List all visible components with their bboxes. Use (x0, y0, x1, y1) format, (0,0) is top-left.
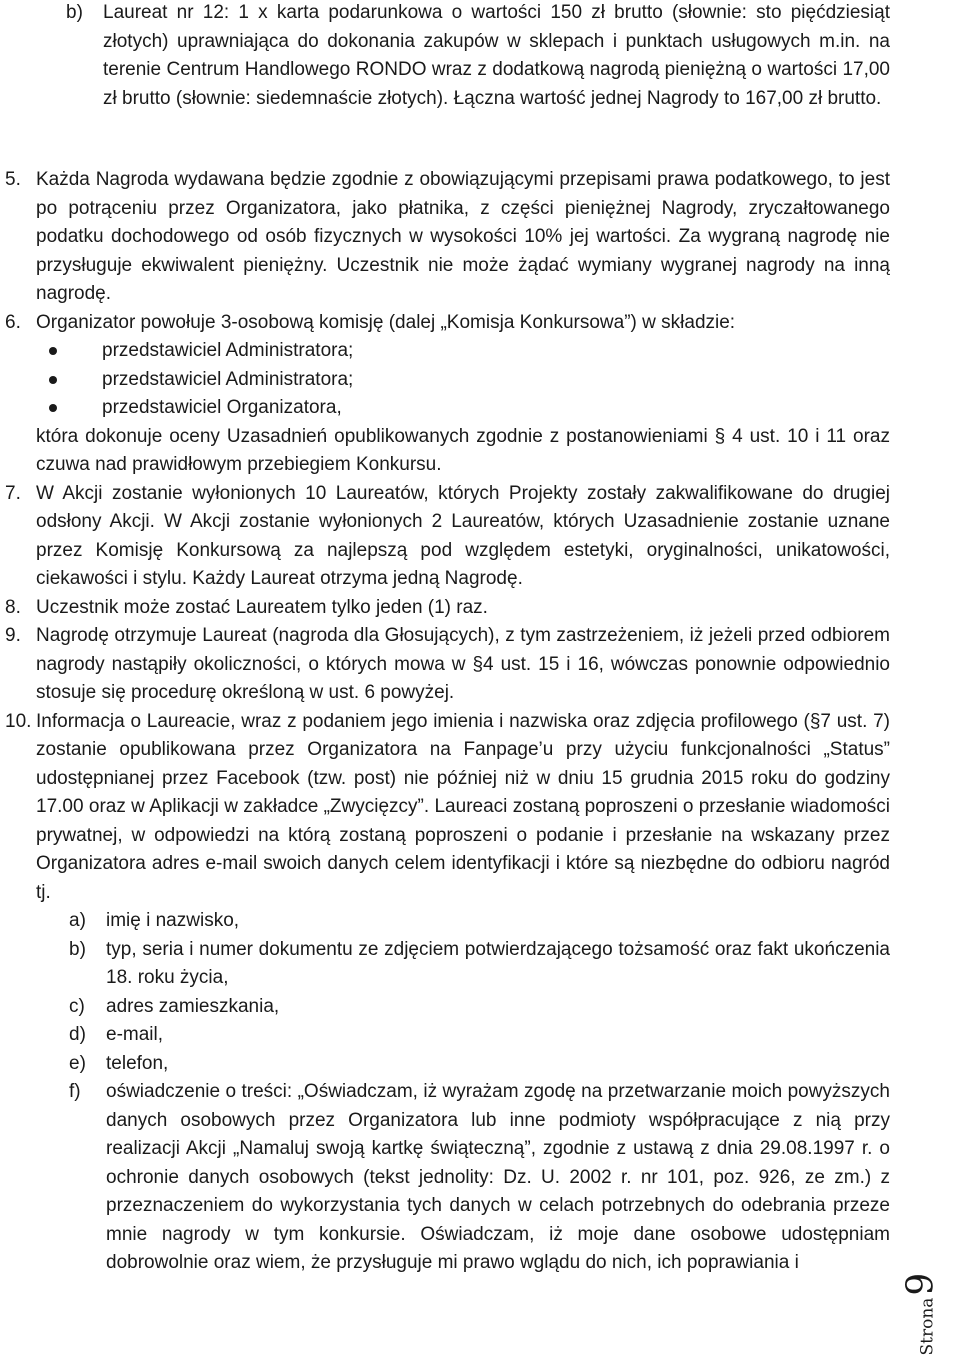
paragraph-number: 10. (5, 710, 32, 732)
list-marker: c) (69, 995, 85, 1017)
paragraph-9 (5, 622, 890, 708)
list-item: przedstawiciel Organizatora, (36, 394, 890, 423)
list-item (69, 1078, 890, 1278)
paragraph-intro: Organizator powołuje 3-osobową komisję (dalej „Komisja Konkursowa”) w składzie: (36, 311, 736, 333)
page-number-label (900, 1272, 943, 1355)
list-item (69, 1050, 890, 1079)
list-marker: e) (69, 1052, 86, 1074)
list-marker: b) (66, 2, 83, 23)
list-item: przedstawiciel Administratora; (36, 366, 890, 395)
list-item-text: e-mail, (106, 1024, 164, 1045)
page-footer (900, 1251, 960, 1361)
paragraph-number: 8. (5, 596, 21, 618)
paragraph-text: Uczestnik może zostać Laureatem tylko jeden (1) raz. (36, 596, 488, 618)
list-item-text: typ, seria i numer dokumentu ze zdjęciem potwierdzającego tożsamość oraz fakt ukończenia 18. roku życia, (106, 938, 890, 988)
paragraph-6 (5, 309, 890, 480)
paragraph-text: Informacja o Laureacie, wraz z podaniem jego imienia i nazwiska oraz zdjęcia profilowego (§7 ust. 7) zostanie opublikowana przez Organizatora na Fanpage’u przy użyciu funkcjonalności „Status” udostępnianej przez Facebook (tzw. post) nie później niż w dniu 15 grudnia 2015 roku do godziny 17.00 oraz w Aplikacji w zakładce „Zwycięzcy”. Laureaci zostaną poproszeni o przesłanie wiadomości prywatnej, w odpowiedzi na którą zostaną poproszeni o podanie i przesłanie na wskazany przez Organizatora adres e-mail swoich danych celem identyfikacji i które są niezbędne do odbioru nagród tj. (36, 710, 890, 903)
committee-list (36, 337, 890, 423)
list-marker: d) (69, 1024, 86, 1045)
list-item-text: oświadczenie o treści: „Oświadczam, iż wyrażam zgodę na przetwarzanie moich powyższych danych osobowych przez Organizatora lub inne podmioty współpracujące z nią przy realizacji Akcji „Namaluj swoją kartkę świąteczną”, zgodnie z ustawą z dnia 29.08.1997 r. o ochronie danych osobowych (tekst jednolity: Dz. U. 2002 r. nr 101, poz. 926, ze zm.) z przeznaczeniem do wykorzystania tych danych w celach potrzebnych do odebrania przeze mnie nagrody w tym konkursie. Oświadczam, iż moje dane osobowe udostępniam dobrowolnie oraz wiem, że przysługuje mi prawo wglądu do nich, ich poprawiania i (106, 1081, 890, 1273)
paragraph-number: 9. (5, 625, 21, 646)
paragraph-8 (5, 594, 890, 623)
list-item (69, 1021, 890, 1050)
paragraph-number: 5. (5, 169, 21, 190)
page-label-word: Strona (917, 1297, 938, 1355)
list-item-text: imię i nazwisko, (106, 910, 240, 931)
prize-text: Laureat nr 12: 1 x karta podarunkowa o wartości 150 zł brutto (słownie: sto pięćdziesiąt złotych) uprawniająca do dokonania zakupów w sklepach i punktach usługowych m.in. na terenie Centrum Handlowego RONDO wraz z dodatkową nagrodą pieniężną o wartości 17,00 zł brutto (słownie: siedemnaście złotych). Łączna wartość jednej Nagrody to 167,00 zł brutto. (103, 2, 890, 109)
list-item: przedstawiciel Administratora; (36, 337, 890, 366)
paragraph-text: Nagrodę otrzymuje Laureat (nagroda dla Głosujących), z tym zastrzeżeniem, iż jeżeli przed odbiorem nagrody nastąpiły okoliczności, o których mowa w §4 ust. 15 i 16, wówczas ponownie odpowiednio stosuje się procedurę określoną w ust. 6 powyżej. (36, 625, 890, 703)
numbered-paragraphs (5, 166, 890, 1278)
paragraph-10 (5, 708, 890, 1278)
required-data-list (69, 907, 890, 1278)
list-item-text: adres zamieszkania, (106, 995, 280, 1017)
paragraph-number: 6. (5, 311, 21, 333)
paragraph-7 (5, 480, 890, 594)
paragraph-outro: która dokonuje oceny Uzasadnień opublikowanych zgodnie z postanowieniami § 4 ust. 10 i 11 oraz czuwa nad prawidłowym przebiegiem Konkursu. (36, 425, 890, 475)
list-item (69, 936, 890, 993)
prize-item-b (66, 0, 890, 113)
paragraph-5 (5, 166, 890, 309)
paragraph-body (36, 708, 890, 1278)
list-marker: a) (69, 910, 86, 931)
paragraph-text: W Akcji zostanie wyłonionych 10 Laureatów, których Projekty zostały zakwalifikowane do drugiej odsłony Akcji. W Akcji zostanie wyłonionych 2 Laureatów, których Uzasadnienie zostanie uznane przez Komisję Konkursową za najlepszą pod względem estetyki, oryginalności, unikatowości, ciekawości i stylu. Każdy Laureat otrzyma jedną Nagrodę. (36, 482, 890, 589)
paragraph-text: Każda Nagroda wydawana będzie zgodnie z obowiązującymi przepisami prawa podatkowego, to jest po potrąceniu przez Organizatora, jako płatnika, z części pieniężnej Nagrody, zryczałtowanego podatku dochodowego od osób fizycznych w wysokości 10% jej wartości. Za wygraną nagrodę nie przysługuje ekwiwalent pieniężny. Uczestnik nie może żądać wymiany wygranej nagrody na inną nagrodę. (36, 169, 890, 304)
paragraph-body (36, 309, 890, 480)
list-marker: f) (69, 1081, 81, 1102)
page-number: 9 (900, 1272, 942, 1296)
list-item-text: telefon, (106, 1052, 169, 1074)
list-marker: b) (69, 938, 86, 960)
list-item (69, 993, 890, 1022)
paragraph-number: 7. (5, 482, 21, 504)
list-item (69, 907, 890, 936)
